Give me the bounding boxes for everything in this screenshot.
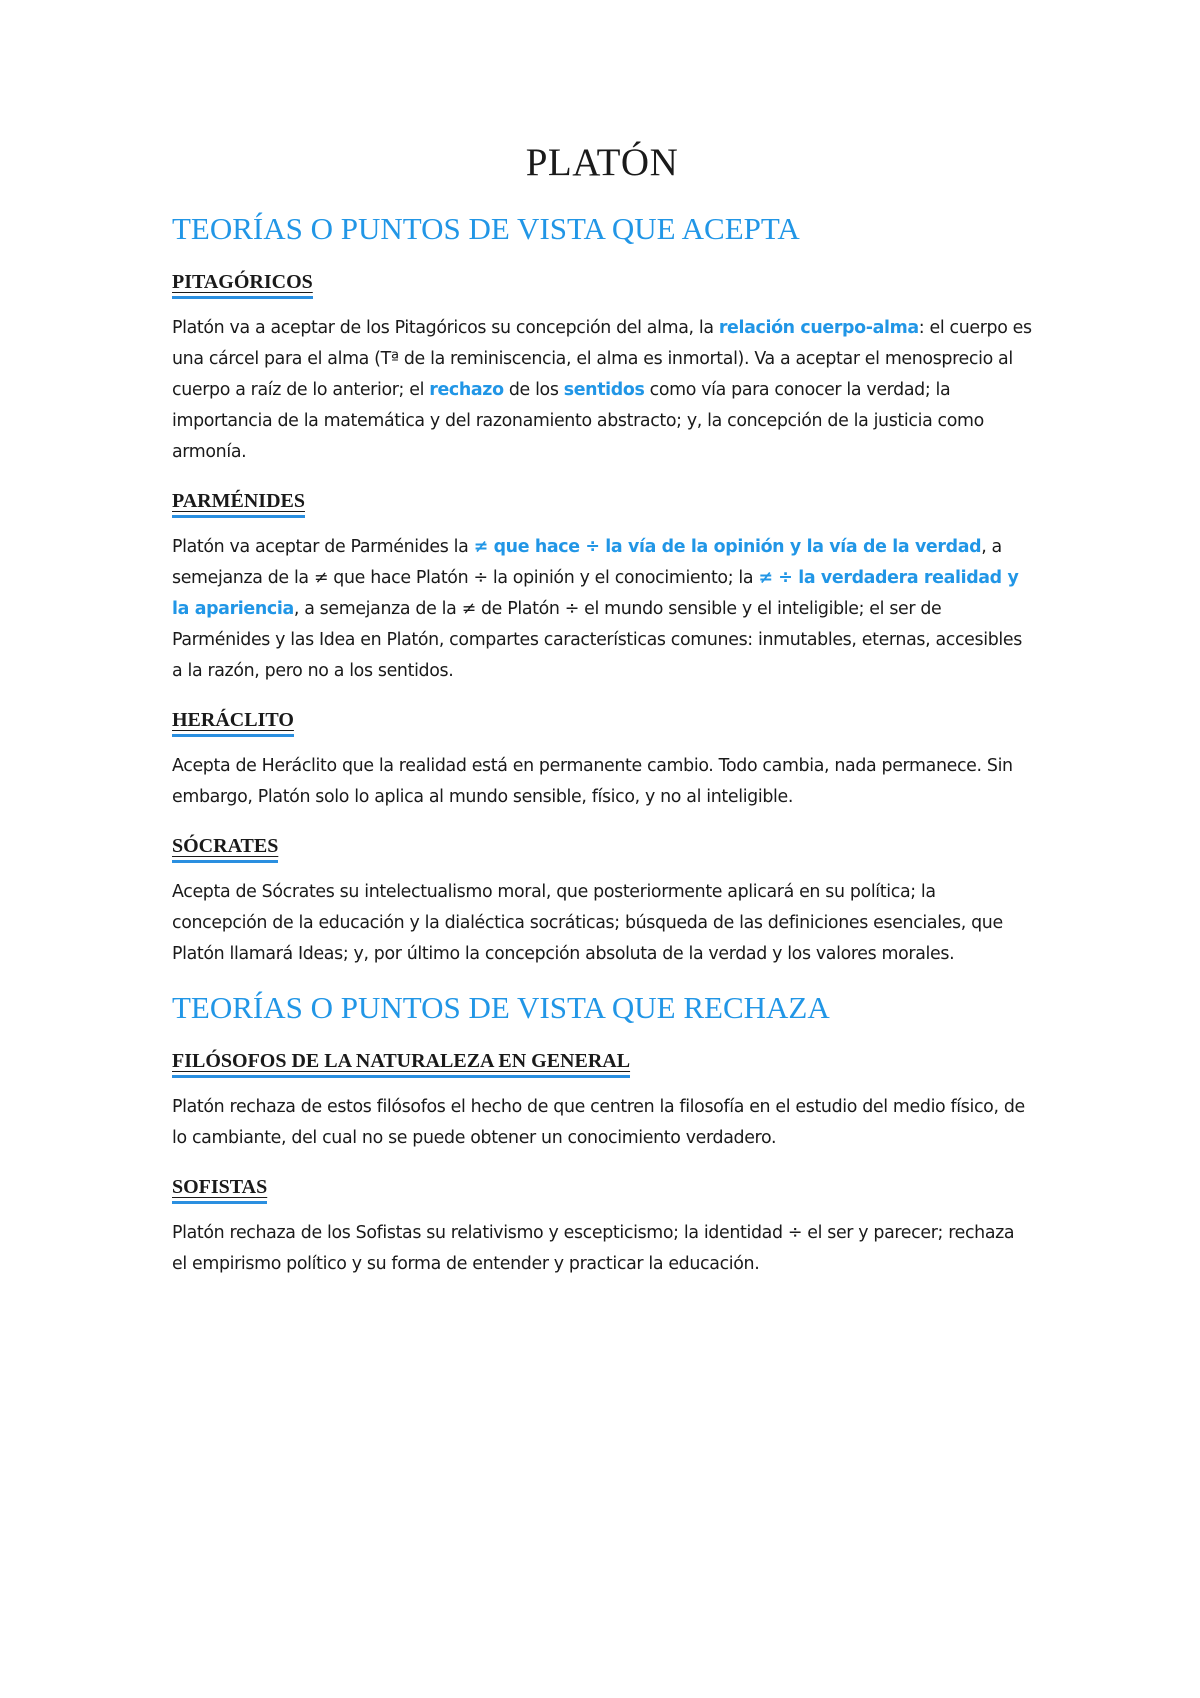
subsection [172,1174,1032,1280]
paragraph [172,1092,1032,1154]
highlighted-text: ≠ ÷ la verdadera realidad y la apariencia [172,568,1019,619]
highlighted-text: ≠ que hace ÷ la vía de la opinión y la vía de la verdad [473,537,982,557]
paragraph [172,877,1032,970]
subsection-heading: PARMÉNIDES [172,488,305,518]
text-run: Acepta de Sócrates su intelectualismo moral, que posteriormente aplicará en su política; la concepción de la educación y la dialéctica socráticas; búsqueda de las definiciones esenciales, que Platón llamará Ideas; y, por último la concepción absoluta de la verdad y los valores morales. [172,882,1003,964]
section-title: TEORÍAS O PUNTOS DE VISTA QUE ACEPTA [172,211,800,246]
highlighted-text: sentidos [563,380,645,400]
paragraph [172,313,1032,468]
text-run: Platón rechaza de los Sofistas su relativismo y escepticismo; la identidad ÷ el ser y parecer; rechaza el empirismo político y su forma de entender y practicar la educación. [172,1223,1015,1274]
subsection [172,269,1032,468]
subsection-heading: SÓCRATES [172,833,278,863]
subsection [172,488,1032,687]
subsection-heading: SOFISTAS [172,1174,267,1204]
text-run: Acepta de Heráclito que la realidad está en permanente cambio. Todo cambia, nada permanece. Sin embargo, Platón solo lo aplica al mundo sensible, físico, y no al inteligible. [172,756,1013,807]
text-run: como vía para conocer la verdad; la importancia de la matemática y del razonamiento abstracto; y, la concepción de la justicia como armonía. [172,380,984,462]
paragraph [172,751,1032,813]
text-run: Platón va aceptar de Parménides la [172,537,474,557]
subsection-heading: HERÁCLITO [172,707,294,737]
text-run: , a semejanza de la ≠ que hace Platón ÷ la opinión y el conocimiento; la [172,537,1002,588]
document-body [172,211,1032,1280]
subsection-heading: FILÓSOFOS DE LA NATURALEZA EN GENERAL [172,1048,630,1078]
text-run: de los [503,380,564,400]
document-page [172,140,1032,1300]
paragraph [172,532,1032,687]
document-title: PLATÓN [525,141,679,184]
subsection [172,833,1032,970]
section-title: TEORÍAS O PUNTOS DE VISTA QUE RECHAZA [172,990,830,1025]
text-run: , a semejanza de la ≠ de Platón ÷ el mundo sensible y el inteligible; el ser de Parménides y las Idea en Platón, compartes características comunes: inmutables, eternas, accesibles a la razón, pero no a los sentidos. [172,599,1022,681]
text-run: Platón rechaza de estos filósofos el hecho de que centren la filosofía en el estudio del medio físico, de lo cambiante, del cual no se puede obtener un conocimiento verdadero. [172,1097,1025,1148]
highlighted-text: rechazo [429,380,504,400]
subsection [172,1048,1032,1154]
subsection [172,707,1032,813]
paragraph [172,1218,1032,1280]
subsection-heading: PITAGÓRICOS [172,269,313,299]
text-run: : el cuerpo es una cárcel para el alma (Tª de la reminiscencia, el alma es inmortal). Va a aceptar el menosprecio al cuerpo a raíz de lo anterior; el [172,318,1032,400]
text-run: Platón va a aceptar de los Pitagóricos su concepción del alma, la [172,318,719,338]
highlighted-text: relación cuerpo-alma [718,318,919,338]
